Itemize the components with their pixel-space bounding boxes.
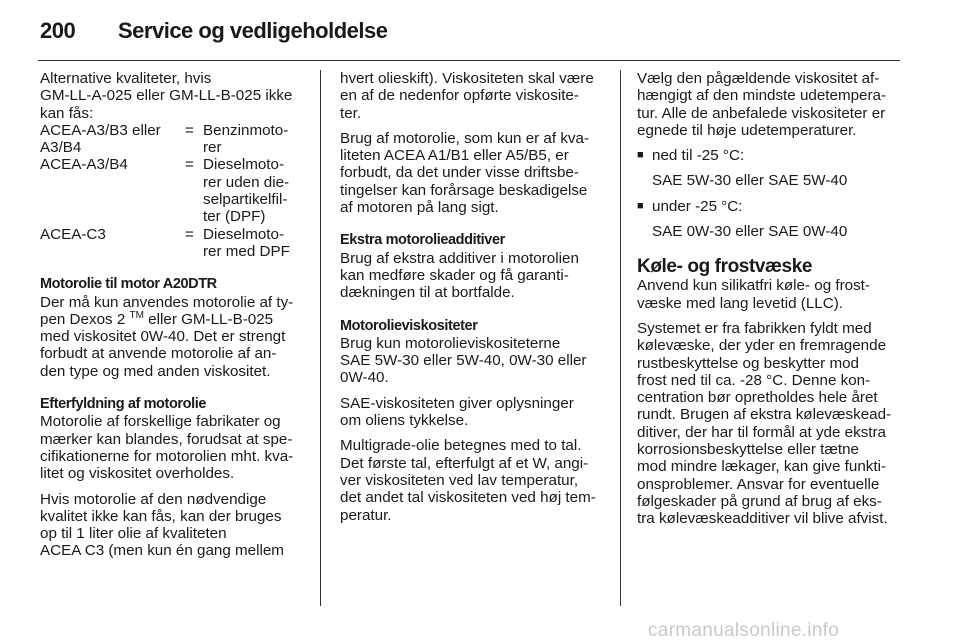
trademark-sup: TM bbox=[129, 309, 144, 321]
select-viscosity-paragraph: Vælg den pågældende viskositet af- hængigt af den mindste udetempera- tur. Alle de anbefalede viskositeter er egnede til høje udetemperaturer. bbox=[637, 70, 887, 139]
column-divider bbox=[620, 70, 621, 606]
heading-a20dtr: Motorolie til motor A20DTR bbox=[40, 276, 217, 293]
multigrade-paragraph: Multigrade-olie betegnes med to tal. Det første tal, efterfulgt af et W, angi- ver viskositeten ved lav temperatur, det andet tal viskositeten ved høj tem- peratur. bbox=[340, 437, 596, 524]
system-paragraph: Systemet er fra fabrikken fyldt med kølevæske, der yder en fremragende rustbeskyttelse og beskytter mod frost ned til ca. -28 °C. Denne kon- centration bør opretholdes hele året rundt. Brugen af ekstra kølevæskead- ditiver, der har til formål at yde ekstra korrosionsbeskyttelse eller tætne mod mindre lækager, kan give funkti- onsproblemer. Ansvar for eventuelle følgeskader på grund af brug af eks- tra kølevæskeadditiver vil blive afvist. bbox=[637, 319, 892, 528]
table-cell-grade: ACEA-A3/B4 bbox=[40, 156, 128, 174]
heading-additives: Ekstra motorolieadditiver bbox=[340, 232, 505, 249]
additives-paragraph: Brug af ekstra additiver i motorolien kan medføre skader og få garanti- dækningen til at bortfalde. bbox=[340, 249, 579, 302]
heading-viscosity: Motorolieviskositeter bbox=[340, 317, 478, 334]
table-cell-use: Dieselmoto- rer med DPF bbox=[203, 225, 290, 260]
section-title: Service og vedligeholdelse bbox=[118, 18, 388, 43]
column-3 bbox=[637, 70, 905, 528]
bullet-item: ■ under -25 °C: bbox=[637, 198, 905, 215]
column-2 bbox=[340, 70, 606, 524]
sae-paragraph: SAE-viskositeten giver oplysninger om oliens tykkelse. bbox=[340, 394, 574, 430]
watermark: carmanualsonline.info bbox=[648, 620, 840, 641]
table-cell-use: Benzinmoto- rer bbox=[203, 121, 289, 157]
table-cell-eq: = bbox=[185, 121, 194, 139]
table-cell-use: Dieselmoto- rer uden die- selpartikelfil- ter (DPF) bbox=[203, 156, 290, 226]
a20dtr-paragraph: Der må kun anvendes motorolie af ty- pen Dexos 2 ™ eller GM-LL-B-025 med viskositet 0W-40. Det er strengt forbudt at anvende motorolie af an- den type og med anden viskositet. bbox=[40, 293, 294, 380]
column-1 bbox=[40, 70, 306, 560]
table-cell-eq: = bbox=[185, 156, 194, 174]
bullet-value: SAE 0W-30 eller SAE 0W-40 bbox=[652, 223, 848, 241]
header-rule bbox=[38, 60, 900, 61]
continuation-paragraph: hvert olieskift). Viskositeten skal være en af de nedenfor opførte viskosite- ter. bbox=[340, 70, 594, 122]
coolant-paragraph: Anvend kun silikatfri køle- og frost- væske med lang levetid (LLC). bbox=[637, 277, 870, 312]
viscosity-paragraph: Brug kun motorolieviskositeterne SAE 5W-30 eller 5W-40, 0W-30 eller 0W-40. bbox=[340, 334, 587, 387]
not-available-paragraph: Hvis motorolie af den nødvendige kvalitet ikke kan fås, kan der bruges op til 1 liter olie af kvaliteten ACEA C3 (men kun én gang mellem bbox=[40, 490, 284, 560]
refill-paragraph: Motorolie af forskellige fabrikater og mærker kan blandes, forudsat at spe- cifikationerne for motorolien mht. kva- litet og viskositet overholdes. bbox=[40, 413, 294, 483]
intro-paragraph: Alternative kvaliteter, hvis GM-LL-A-025 eller GM-LL-B-025 ikke kan fås: bbox=[40, 70, 293, 122]
table-cell-grade: ACEA-A3/B3 eller A3/B4 bbox=[40, 121, 161, 157]
heading-coolant: Køle- og frostvæske bbox=[637, 256, 813, 278]
bullet-value: SAE 5W-30 eller SAE 5W-40 bbox=[652, 172, 848, 190]
heading-refill: Efterfyldning af motorolie bbox=[40, 396, 207, 413]
bullet-item: ■ ned til -25 °C: bbox=[637, 147, 905, 164]
oil-quality-table bbox=[40, 122, 306, 260]
forbidden-oil-paragraph: Brug af motorolie, som kun er af kva- liteten ACEA A1/B1 eller A5/B5, er forbudt, da det under visse driftsbe- tingelser kan forårsage beskadigelse af motoren på lang sigt. bbox=[340, 129, 590, 217]
table-cell-eq: = bbox=[185, 225, 194, 243]
table-cell-grade: ACEA-C3 bbox=[40, 225, 106, 243]
page-number: 200 bbox=[40, 18, 76, 43]
page-header bbox=[0, 0, 960, 62]
column-divider bbox=[320, 70, 321, 606]
